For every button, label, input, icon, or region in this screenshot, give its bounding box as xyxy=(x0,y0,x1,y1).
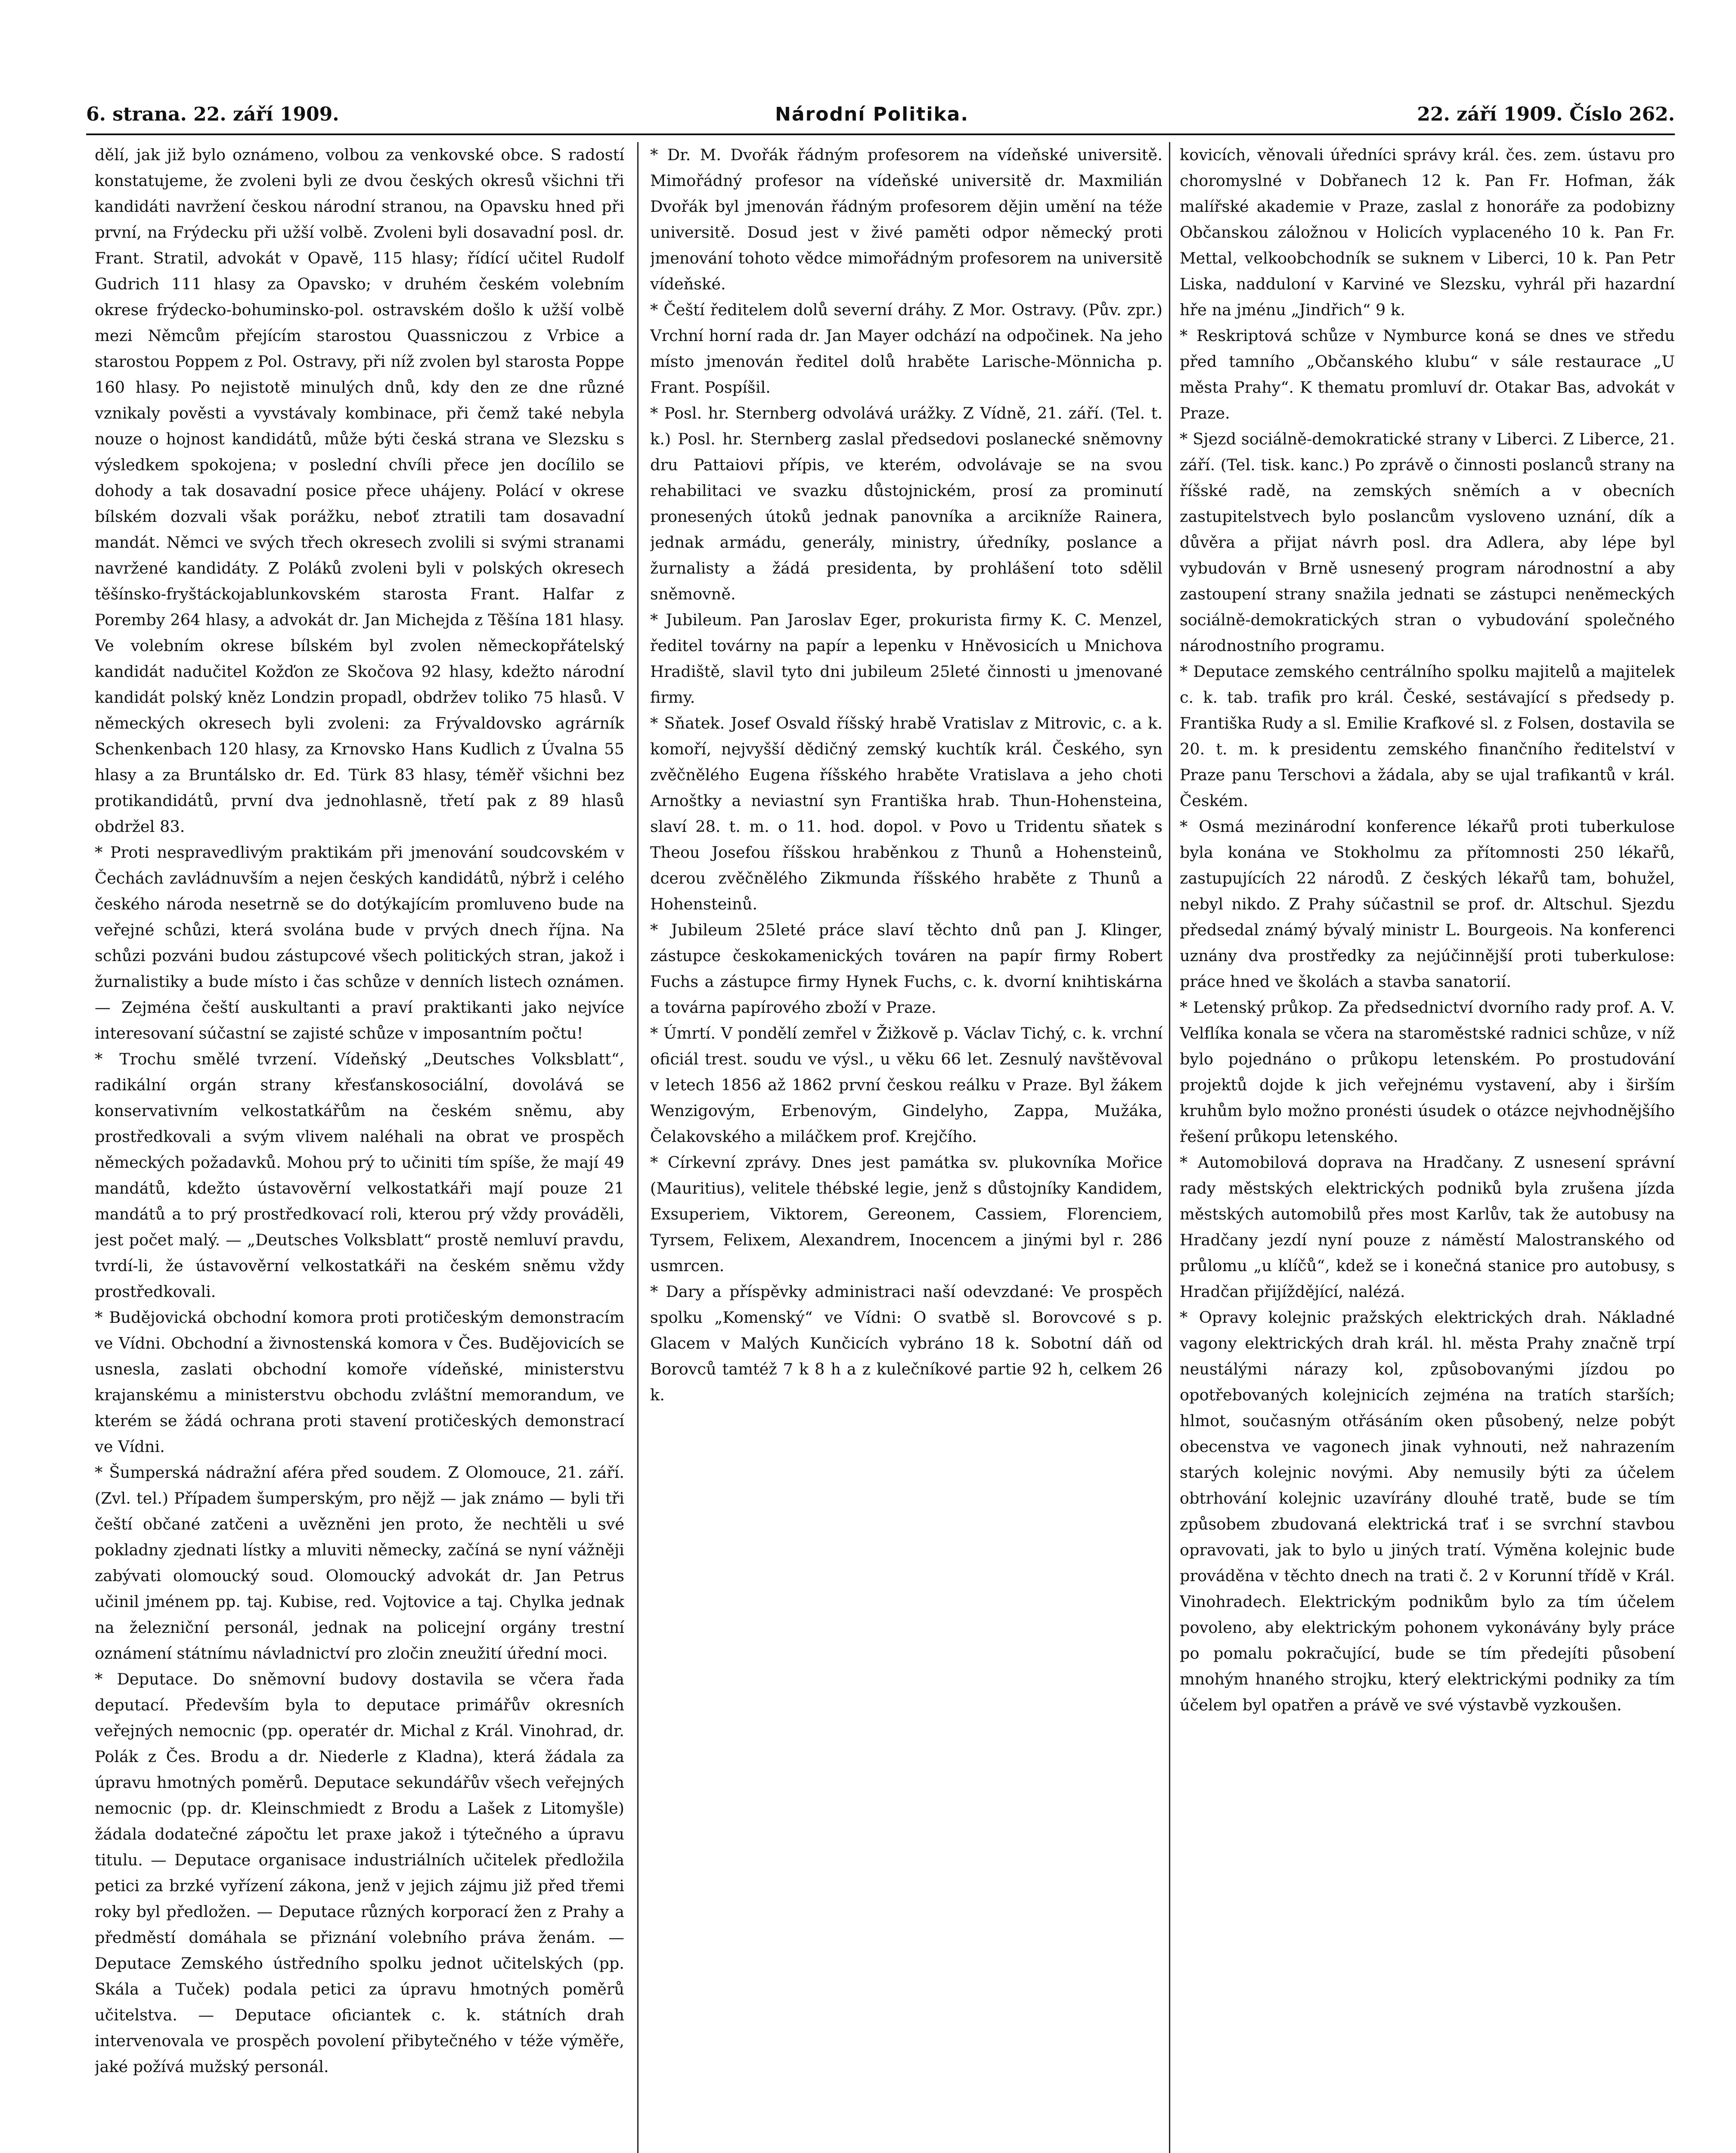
article: kovicích, věnovali úředníci správy král. čes. zem. ústavu pro choromyslné v Dobřanech 12 k. Pan Fr. Hofman, žák malířské akademie v Praze, zaslal z honoráře za podobizny Občanskou záložnou v Holicích vyplaceného 10 k. Pan Fr. Mettal, velkoobchodník se suknem v Liberci, 10 k. Pan Petr Liska, nadduloní v Karviné ve Slezsku, vyhrál při hazardní hře na jménu „Jindřich“ 9 k. xyxy=(1180,146,1675,319)
newspaper-title: Národní Politika. xyxy=(775,103,969,125)
page-header xyxy=(86,99,1675,135)
article: * Jubileum. Pan Jaroslav Eger, prokurista firmy K. C. Menzel, ředitel továrny na papír a lepenku v Hněvosicích u Mnichova Hradiště, slavil tyto dni jubileum 25leté činnosti u jmenované firmy. xyxy=(650,611,1162,707)
article: * Jubileum 25leté práce slaví těchto dnů pan J. Klinger, zástupce českokamenických továren na papír firmy Robert Fuchs a zástupce firmy Hynek Fuchs, c. k. dvorní knihtiskárna a továrna papírového zboží v Praze. xyxy=(650,921,1162,1017)
article: * Trochu smělé tvrzení. Vídeňský „Deutsches Volksblatt“, radikální orgán strany křesťanskosociální, dovolává se konservativním velkostatkářům na českém sněmu, aby prostředkovali a svým vlivem naléhali na obrat ve prospěch německých požadavků. Mohou prý to učiniti tím spíše, že mají 49 mandátů, kdežto ústavověrní velkostatkáři mají pouze 21 mandátů a to prý prostředkovací roli, kterou prý vždy prováděli, jest počet malý. — „Deutsches Volksblatt“ prostě nemluví pravdu, tvrdí-li, že ústavověrní velkostatkáři na českém sněmu vždy prostředkovali. xyxy=(95,1050,624,1301)
article: * Reskriptová schůze v Nymburce koná se dnes ve středu před tamního „Občanského klubu“ v sále restaurace „U města Prahy“. K thematu promluví dr. Otakar Bas, advokát v Praze. xyxy=(1180,326,1675,422)
article: * Letenský průkop. Za předsednictví dvorního rady prof. A. V. Velflíka konala se včera na staroměstské radnici schůze, v níž bylo pojednáno o průkopu letenském. Po prostudování projektů dojde k jich veřejnému vystavení, aby i širším kruhům bylo možno pronésti úsudek o otázce nejvhodnějšího řešení průkopu letenského. xyxy=(1180,998,1675,1146)
article: * Dary a příspěvky administraci naší odevzdané: Ve prospěch spolku „Komenský“ ve Vídni: O svatbě sl. Borovcové s p. Glacem v Malých Kunčicích vybráno 18 k. Sobotní dáň od Borovců tamtéž 7 k 8 h a z kulečníkové partie 92 h, celkem 26 k. xyxy=(650,1282,1162,1404)
article: * Sňatek. Josef Osvald říšský hrabě Vratislav z Mitrovic, c. a k. komoří, nejvyšší dědičný zemský kuchtík král. Českého, syn zvěčnělého Eugena říšského hraběte Vratislava a jeho choti Arnoštky a neviastní syn Františka hrab. Thun-Hohensteina, slaví 28. t. m. o 11. hod. dopol. v Povo u Tridentu sňatek s Theou Josefou říšskou hraběnkou z Thunů a Hohensteinů, dcerou zvěčnělého Zikmunda říšského hraběte z Thunů a Hohensteinů. xyxy=(650,714,1162,913)
article: dělí, jak již bylo oznámeno, volbou za venkovské obce. S radostí konstatujeme, že zvoleni byli ze dvou českých okresů všichni tři kandidáti navržení českou národní stranou, na Opavsku hned při první, na Frýdecku při užší volbě. Zvoleni byli dosavadní posl. dr. Frant. Stratil, advokát v Opavě, 115 hlasy; řídící učitel Rudolf Gudrich 111 hlasy za Opavsko; v druhém českém volebním okrese frýdecko-bohuminsko-pol. ostravském došlo k užší volbě mezi Němcům přejícím starostou Quassniczou z Vrbice a starostou Poppem z Pol. Ostravy, při níž zvolen byl starosta Poppe 160 hlasy. Po nejistotě minulých dnů, kdy den ze dne různé vznikaly pověsti a vyvstávaly kombinace, při čemž také nebyla nouze o hojnost kandidátů, může býti česká strana ve Slezsku s výsledkem spokojena; v poslední chvíli přece jen docílilo se dohody a tak dosavadní posice přece uhájeny. Polácí v okrese bílském dozvali však porážku, neboť ztratili tam dosavadní mandát. Němci ve svých třech okresech zvolili si svými stranami navržené kandidáty. Z Poláků zvoleni byli v polských okresech těšínsko-fryštáckojablunkovském starosta Frant. Halfar z Poremby 264 hlasy, a advokát dr. Jan Michejda z Těšína 181 hlasy. Ve volebním okrese bílském byl zvolen německopřátelský kandidát nadučitel Kožďon ze Skočova 92 hlasy, kdežto národní kandidát polský kněz Londzin propadl, obdržev toliko 75 hlasů. V německých okresech byli zvoleni: za Frývaldovsko agrárník Schenkenbach 120 hlasy, za Krnovsko Hans Kudlich z Úvalna 55 hlasy a za Bruntálsko dr. Ed. Türk 83 hlasy, téměř všichni bez protikandidátů, první dva jednohlasně, třetí pak z 89 hlasů obdržel 83. xyxy=(95,146,624,836)
article: * Automobilová doprava na Hradčany. Z usnesení správní rady městských elektrických podniků byla zrušena jízda městských automobilů přes most Karlův, tak že autobusy na Hradčany jezdí nyní pouze z náměstí Malostranského od průlomu „u klíčů“, kdež se i konečná stanice pro autobusy, s Hradčan přijíždějící, nalézá. xyxy=(1180,1153,1675,1301)
page-number-date: 6. strana. 22. září 1909. xyxy=(86,103,339,125)
article: * Deputace zemského centrálního spolku majitelů a majitelek c. k. tab. trafik pro král. České, sestávající s předsedy p. Františka Rudy a sl. Emilie Krafkové sl. z Folsen, dostavila se 20. t. m. k presidentu zemského finančního ředitelství v Praze panu Terschovi a žádala, aby se ujal trafikantů v král. Českém. xyxy=(1180,662,1675,810)
article: * Dr. M. Dvořák řádným profesorem na vídeňské universitě. Mimořádný profesor na vídeňské universitě dr. Maxmilián Dvořák byl jmenován řádným profesorem dějin umění na téže universitě. Dosud jest v živé paměti odpor německý proti jmenování tohoto vědce mimořádným profesorem na universitě vídeňské. xyxy=(650,146,1162,293)
column-3 xyxy=(1180,142,1675,2153)
article: * Úmrtí. V pondělí zemřel v Žižkově p. Václav Tichý, c. k. vrchní oficiál trest. soudu ve výsl., u věku 66 let. Zesnulý navštěvoval v letech 1856 až 1862 první českou reálku v Praze. Byl žákem Wenzigovým, Erbenovým, Gindelyho, Zappa, Mužáka, Čelakovského a miláčkem prof. Krejčího. xyxy=(650,1024,1162,1146)
article: * Církevní zprávy. Dnes jest památka sv. plukovníka Mořice (Mauritius), velitele thébské legie, jenž s důstojníky Kandidem, Exsuperiem, Viktorem, Gereonem, Cassiem, Florenciem, Tyrsem, Felixem, Alexandrem, Inocencem a jinými byl r. 286 usmrcen. xyxy=(650,1153,1162,1275)
issue-info: 22. září 1909. Číslo 262. xyxy=(1417,103,1675,125)
article: * Šumperská nádražní aféra před soudem. Z Olomouce, 21. září. (Zvl. tel.) Případem šumperským, pro nějž — jak známo — byli tři čeští občané zatčeni a uvězněni jen proto, že nechtěli u své pokladny zjednati lístky a mluviti německy, začíná se nyní vážněji zabývati olomoucký soud. Olomoucký advokát dr. Jan Petrus učinil jménem pp. taj. Kubise, red. Vojtovice a taj. Chylka jednak na železniční personál, jednak na policejní orgány trestní oznámení státnímu návladnictví pro zločin zneužití úřední moci. xyxy=(95,1463,624,1663)
article: * Deputace. Do sněmovní budovy dostavila se včera řada deputací. Především byla to deputace primářův okresních veřejných nemocnic (pp. operatér dr. Michal z Král. Vinohrad, dr. Polák z Čes. Brodu a dr. Niederle z Kladna), která žádala za úpravu hmotných poměrů. Deputace sekundářův všech veřejných nemocnic (pp. dr. Kleinschmiedt z Brodu a Lašek z Litomyšle) žádala dodatečné zápočtu let praxe jakož i týtečného a úpravu titulu. — Deputace organisace industriálních učitelek předložila petici za brzké vyřízení zákona, jenž v jejich zájmu již před třemi roky byl předložen. — Deputace různých korporací žen z Prahy a předměstí domáhala se přiznání volebního práva ženám. — Deputace Zemského ústředního spolku jednot učitelských (pp. Skála a Tuček) podala petici za úpravu hmotných poměrů učitelstva. — Deputace oficiantek c. k. státních drah intervenovala ve prospěch povolení přibytečného v téže výměře, jaké požívá mužský personál. xyxy=(95,1670,624,2076)
article: * Posl. hr. Sternberg odvolává urážky. Z Vídně, 21. září. (Tel. t. k.) Posl. hr. Sternberg zaslal předsedovi poslanecké sněmovny dru Pattaiovi přípis, ve kterém, odvolávaje se na svou rehabilitaci ve svazku důstojnickém, prosí za prominutí pronesených útoků jednak panovníka a arcikníže Rainera, jednak armádu, generály, ministry, úředníky, poslance a žurnalisty a žádá presidenta, by prohlášení toto sdělil sněmovně. xyxy=(650,404,1162,603)
article: * Osmá mezinárodní konference lékařů proti tuberkulose byla konána ve Stokholmu za přítomnosti 250 lékařů, zastupujících 22 národů. Z českých lékařů tam, bohužel, nebyl nikdo. Z Prahy súčastnil se prof. dr. Altschul. Sjezdu předsedal známý bývalý ministr L. Bourgeois. Na konferenci uznány dva prostředky za nejúčinnější proti tuberkulose: práce hned ve školách a stavba sanatorií. xyxy=(1180,817,1675,991)
column-divider xyxy=(637,142,639,2153)
column-1 xyxy=(95,142,624,2153)
article: * Proti nespravedlivým praktikám při jmenování soudcovském v Čechách zavládnuvším a nejen českých kandidátů, nýbrž i celého českého národa nesetrně se do dotýkajícím promluveno bude na veřejné schůzi, která svolána bude v prvých dnech října. Na schůzi pozváni budou zástupcové všech politických stran, jakož i žurnalistiky a bude místo i čas schůze v denních listech oznámen. — Zejména čeští auskultanti a praví praktikanti jako nejvíce interesovaní súčastní se zajisté schůze v imposantním počtu! xyxy=(95,843,624,1042)
article: * Čeští ředitelem dolů severní dráhy. Z Mor. Ostravy. (Pův. zpr.) Vrchní horní rada dr. Jan Mayer odchází na odpočinek. Na jeho místo jmenován ředitel dolů hraběte Larische-Mönnicha p. Frant. Pospíšil. xyxy=(650,301,1162,397)
article: * Opravy kolejnic pražských elektrických drah. Nákladné vagony elektrických drah král. hl. města Prahy značně trpí neustálými nárazy kol, způsobovanými jízdou po opotřebovaných kolejnicích zejména na tratích starších; hlmot, současným otřásáním oken působený, nelze pobýt obecenstva ve vagonech jinak vyhnouti, než nahrazením starých kolejnic novými. Aby nemusily býti za účelem obtrhování kolejnic uzavírány dlouhé tratě, bude se tím způsobem zbudovaná elektrická trať i se svrchní stavbou opravovati, jak to bylo u jiných tratí. Výměna kolejnic bude prováděna v těchto dnech na trati č. 2 v Korunní třídě v Král. Vinohradech. Elektrickým podnikům bylo za tím účelem povoleno, aby elektrickým pohonem vykonávány byly práce po pomalu pokračující, bude se tím předejíti působení mnohým hnaného strojku, který elektrickými podniky za tím účelem byl opatřen a právě ve své výstavbě vyzkoušen. xyxy=(1180,1308,1675,1714)
column-divider xyxy=(1169,142,1170,2153)
column-2 xyxy=(650,142,1162,2153)
article: * Budějovická obchodní komora proti protičeským demonstracím ve Vídni. Obchodní a živnostenská komora v Čes. Budějovicích se usnesla, zaslati obchodní komoře vídeňské, ministerstvu krajanskému a ministerstvu obchodu zvláštní memorandum, ve kterém se žádá ochrana proti stavení protičeských demonstrací ve Vídni. xyxy=(95,1308,624,1456)
article: * Sjezd sociálně-demokratické strany v Liberci. Z Liberce, 21. září. (Tel. tisk. kanc.) Po zprávě o činnosti poslanců strany na říšské radě, na zemských sněmích a v obecních zastupitelstvech bylo poslancům vysloveno uznání, dík a důvěra a přijat návrh posl. dra Adlera, aby lépe byl vybudován v Brně usnesený program národnostní a aby zastoupení strany snažila jednati se zástupci neněmeckých sociálně-demokratických stran o vybudování společného národnostního programu. xyxy=(1180,430,1675,655)
